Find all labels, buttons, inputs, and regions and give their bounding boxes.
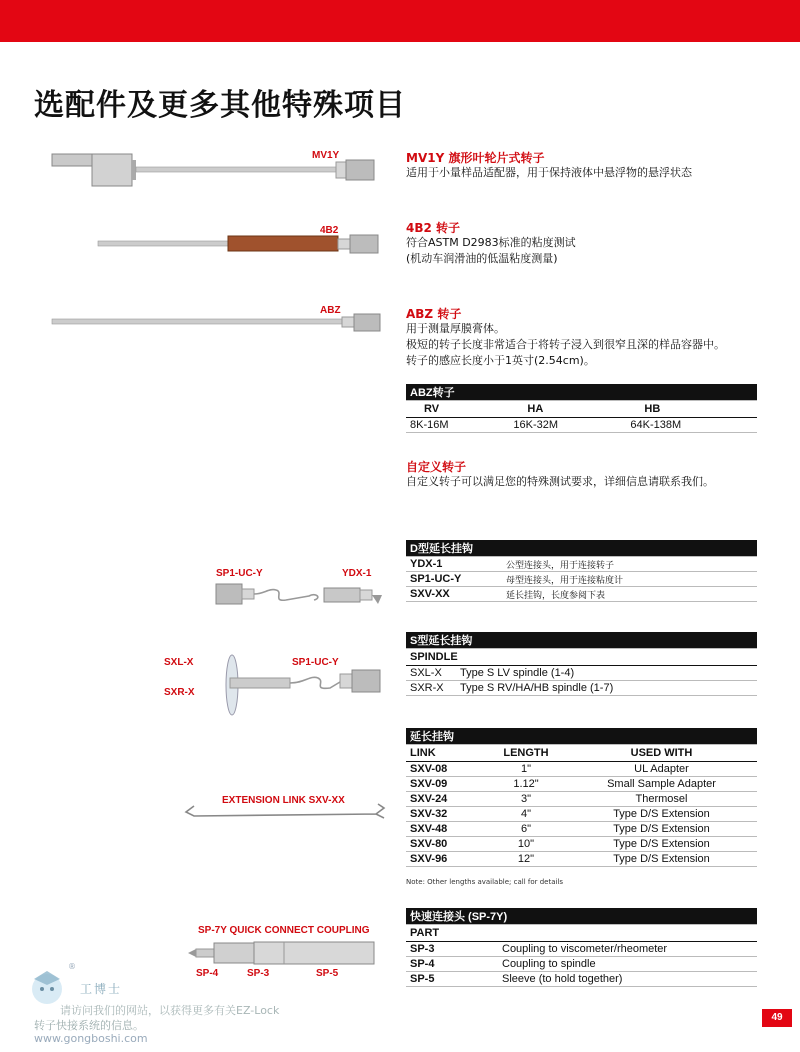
coupling-image xyxy=(184,938,384,968)
custom-title: 自定义转子 xyxy=(406,460,467,474)
4b2-image-label: 4B2 xyxy=(320,225,339,236)
ext-link-image xyxy=(180,800,390,822)
d-ext-code: YDX-1 xyxy=(406,557,502,572)
abz-title: ABZ 转子 xyxy=(406,307,462,321)
d-ext-desc: 公型连接头，用于连接转子 xyxy=(502,557,757,572)
coupling-table-header: 快速连接头 (SP-7Y) xyxy=(406,908,757,925)
mv1y-title: MV1Y 旗形叶轮片式转子 xyxy=(406,151,545,165)
d-ext-table-header: D型延长挂钩 xyxy=(406,540,757,557)
d-ext-code: SXV-XX xyxy=(406,587,502,602)
abz-val-hb: 64K-138M xyxy=(626,418,757,433)
s-ext-colhead: SPINDLE xyxy=(406,649,757,666)
ext-link-code: SXV-80 xyxy=(406,837,486,852)
mv1y-desc: 适用于小量样品适配器，用于保持液体中悬浮物的悬浮状态 xyxy=(406,166,692,179)
page-number: 49 xyxy=(762,1009,792,1027)
coupling-image-title: SP-7Y QUICK CONNECT COUPLING xyxy=(198,925,370,936)
ext-link-used: Type D/S Extension xyxy=(566,822,757,837)
ext-link-table xyxy=(406,728,757,867)
ext-link-length: 10" xyxy=(486,837,566,852)
abz-val-ha: 16K-32M xyxy=(509,418,626,433)
coupling-label-sp4: SP-4 xyxy=(196,968,219,979)
coupling-desc: Coupling to spindle xyxy=(498,957,757,972)
4b2-spindle-image xyxy=(96,232,386,256)
ext-link-col-link: LINK xyxy=(406,745,486,762)
ext-link-code: SXV-08 xyxy=(406,762,486,777)
ext-link-length: 3" xyxy=(486,792,566,807)
ext-link-col-used: USED WITH xyxy=(566,745,757,762)
ext-link-length: 1.12" xyxy=(486,777,566,792)
abz-image-label: ABZ xyxy=(320,305,341,316)
ext-link-length: 6" xyxy=(486,822,566,837)
coupling-code: SP-4 xyxy=(406,957,498,972)
watermark-text-line2: 转子快接系统的信息。 xyxy=(34,1019,144,1032)
coupling-table xyxy=(406,908,757,987)
ext-link-length: 4" xyxy=(486,807,566,822)
ext-link-length: 12" xyxy=(486,852,566,867)
ext-link-note: Note: Other lengths available; call for details xyxy=(406,878,564,886)
ext-link-length: 1" xyxy=(486,762,566,777)
watermark-brand: 工博士 xyxy=(80,982,123,996)
coupling-desc: Coupling to viscometer/rheometer xyxy=(498,942,757,957)
abz-desc-line3: 转子的感应长度小于1英寸(2.54cm)。 xyxy=(406,354,595,367)
abz-col-rv: RV xyxy=(406,401,509,418)
coupling-label-sp3: SP-3 xyxy=(247,968,270,979)
d-ext-code: SP1-UC-Y xyxy=(406,572,502,587)
ext-link-code: SXV-96 xyxy=(406,852,486,867)
abz-val-rv: 8K-16M xyxy=(406,418,509,433)
ext-link-used: Type D/S Extension xyxy=(566,852,757,867)
coupling-desc: Sleeve (to hold together) xyxy=(498,972,757,987)
d-ext-table xyxy=(406,540,757,602)
watermark-site: www.gongboshi.com xyxy=(34,1032,148,1045)
s-ext-table-header: S型延长挂钩 xyxy=(406,632,757,649)
ext-link-image-label: EXTENSION LINK SXV-XX xyxy=(222,795,345,806)
abz-col-hb: HB xyxy=(626,401,757,418)
s-ext-code: SXR-X xyxy=(406,681,456,696)
ext-link-code: SXV-48 xyxy=(406,822,486,837)
abz-desc-line2: 极短的转子长度非常适合于将转子浸入到很窄且深的样品容器中。 xyxy=(406,338,725,351)
custom-desc: 自定义转子可以满足您的特殊测试要求，详细信息请联系我们。 xyxy=(406,475,714,488)
ext-link-used: UL Adapter xyxy=(566,762,757,777)
ext-link-col-length: LENGTH xyxy=(486,745,566,762)
s-ext-desc: Type S LV spindle (1-4) xyxy=(456,666,757,681)
top-red-bar xyxy=(0,0,800,42)
s-ext-label-sxr: SXR-X xyxy=(164,687,195,698)
4b2-desc-line2: (机动车润滑油的低温粘度测量) xyxy=(406,252,558,265)
abz-desc-line1: 用于测量厚膜膏体。 xyxy=(406,322,505,335)
mv1y-image-label: MV1Y xyxy=(312,150,340,161)
coupling-label-sp5: SP-5 xyxy=(316,968,339,979)
ext-link-code: SXV-32 xyxy=(406,807,486,822)
d-ext-desc: 母型连接头，用于连接粘度计 xyxy=(502,572,757,587)
s-ext-code: SXL-X xyxy=(406,666,456,681)
coupling-colhead: PART xyxy=(406,925,757,942)
s-ext-label-sp1: SP1-UC-Y xyxy=(292,657,339,668)
page-title: 选配件及更多其他特殊项目 xyxy=(34,88,406,123)
ext-link-used: Type D/S Extension xyxy=(566,837,757,852)
watermark-text-line1: 请访问我们的网站，以获得更多有关EZ-Lock xyxy=(60,1004,280,1017)
s-ext-desc: Type S RV/HA/HB spindle (1-7) xyxy=(456,681,757,696)
d-ext-image xyxy=(214,580,390,610)
s-ext-label-sxl: SXL-X xyxy=(164,657,194,668)
d-ext-desc: 延长挂钩，长度参阅下表 xyxy=(502,587,757,602)
s-ext-table xyxy=(406,632,757,696)
coupling-code: SP-5 xyxy=(406,972,498,987)
s-ext-image xyxy=(210,650,390,720)
ext-link-code: SXV-09 xyxy=(406,777,486,792)
ext-link-used: Small Sample Adapter xyxy=(566,777,757,792)
abz-table xyxy=(406,384,757,433)
ext-link-used: Thermosel xyxy=(566,792,757,807)
coupling-code: SP-3 xyxy=(406,942,498,957)
4b2-title: 4B2 转子 xyxy=(406,221,461,235)
ext-link-used: Type D/S Extension xyxy=(566,807,757,822)
abz-table-header: ABZ转子 xyxy=(406,384,757,401)
d-ext-label-left: SP1-UC-Y xyxy=(216,568,263,579)
d-ext-label-right: YDX-1 xyxy=(342,568,372,579)
abz-col-ha: HA xyxy=(509,401,626,418)
watermark-registered-mark: ® xyxy=(68,962,76,971)
ext-link-code: SXV-24 xyxy=(406,792,486,807)
4b2-desc-line1: 符合ASTM D2983标准的粘度测试 xyxy=(406,236,576,249)
ext-link-table-header: 延长挂钩 xyxy=(406,728,757,745)
